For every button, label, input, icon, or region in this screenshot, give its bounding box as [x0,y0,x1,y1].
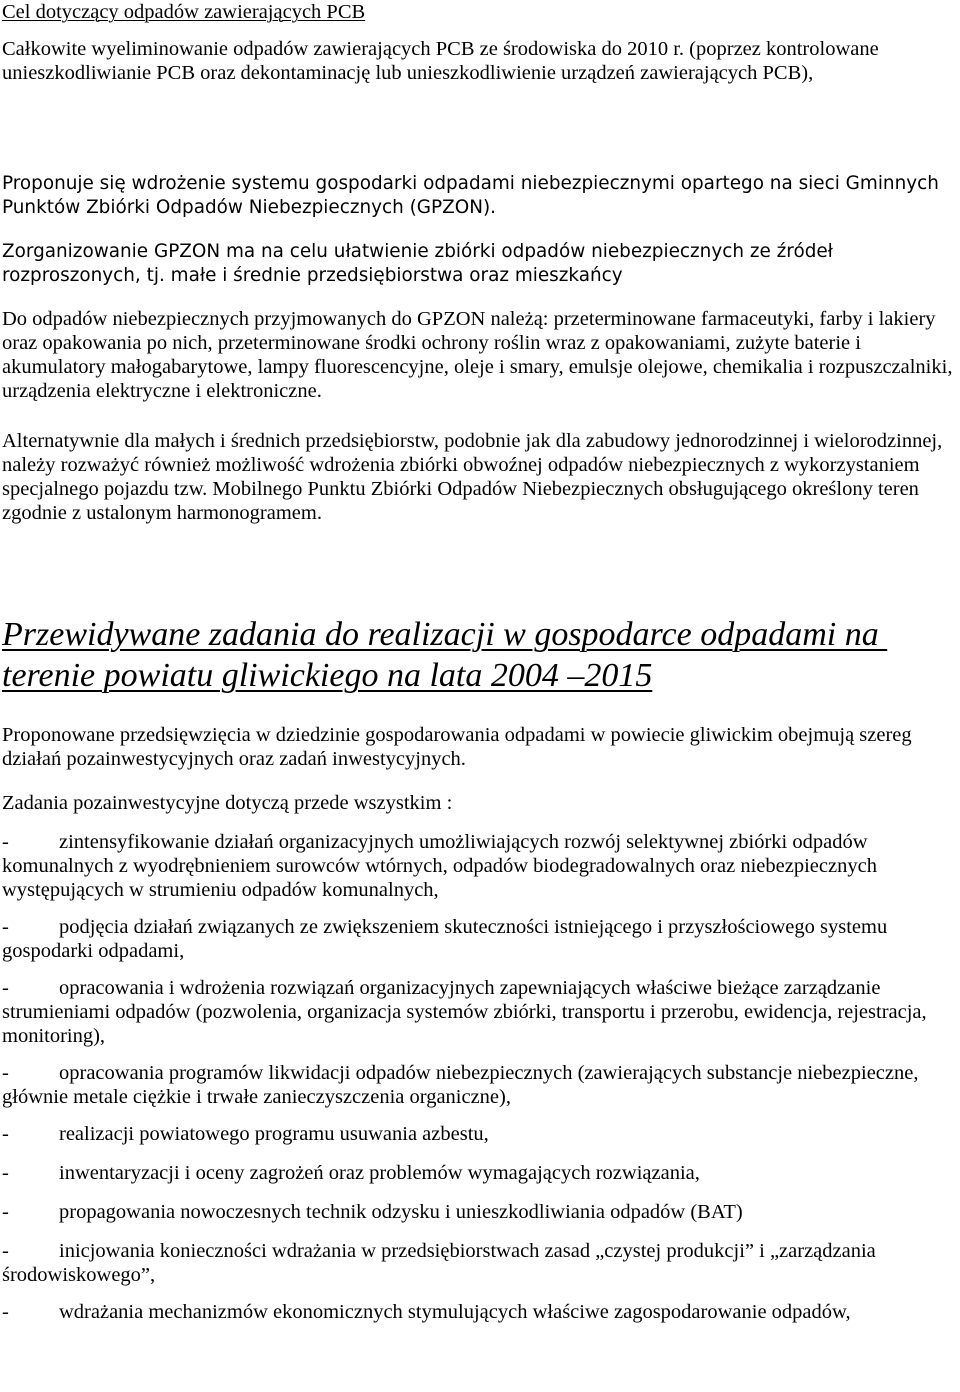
list-item-text: inicjowania konieczności wdrażania w przedsiębiorstwach zasad „czystej produkcji” i „zarządzania środowiskowego”, [2,1240,876,1286]
list-item [2,1122,952,1146]
task-list-intro: Zadania pozainwestycyjne dotyczą przede wszystkim : [2,792,453,814]
gpzon-proposal-paragraph: Proponuje się wdrożenie systemu gospodarki odpadami niebezpiecznymi opartego na sieci Gminnych Punktów Zbiórki Odpadów Niebezpiecznych (GPZON). [2,173,939,218]
list-item-text: zintensyfikowanie działań organizacyjnych umożliwiających rozwój selektywnej zbiórki odpadów komunalnych z wyodrębnieniem surowców wtórnych, odpadów biodegradowalnych oraz niebezpiecznych występujących w strumieniu odpadów komunalnych, [2,831,877,901]
list-item [2,1300,952,1324]
gpzon-purpose-text-continued: małe i średnie przedsiębiorstwa oraz mieszkańcy [170,265,623,286]
list-dash: - [2,1062,9,1084]
list-item-text: opracowania i wdrożenia rozwiązań organizacyjnych zapewniających właściwe bieżące zarządzanie strumieniami odpadów (pozwolenia, organizacja systemów zbiórki, transportu i przerobu, ewidencja, rejestracja, monitoring), [2,977,927,1047]
list-item [2,915,952,963]
list-dash: - [2,977,9,999]
list-item [2,1239,952,1287]
list-item-text: propagowania nowoczesnych technik odzysku i unieszkodliwiania odpadów (BAT) [59,1201,743,1223]
list-dash: - [2,1123,9,1145]
list-dash: - [2,1240,9,1262]
gpzon-alternative-paragraph: Alternatywnie dla małych i średnich przedsiębiorstw, podobnie jak dla zabudowy jednorodzinnej i wielorodzinnej, należy rozważyć również możliwość wdrożenia zbiórki obwoźnej odpadów niebezpiecznych z wykorzystaniem specjalnego pojazdu tzw. Mobilnego Punktu Zbiórki Odpadów Niebezpiecznych obsługującego określony teren zgodnie z ustalonym harmonogramem. [2,430,943,524]
gpzon-purpose-paragraph [2,240,952,288]
list-item-text: podjęcia działań związanych ze zwiększeniem skuteczności istniejącego i przyszłościowego systemu gospodarki odpadami, [2,916,888,962]
list-item-text: realizacji powiatowego programu usuwania azbestu, [59,1123,489,1145]
list-item-text: wdrażania mechanizmów ekonomicznych stymulujących właściwe zagospodarowanie odpadów, [59,1301,851,1323]
pcb-goal-paragraph: Całkowite wyeliminowanie odpadów zawierających PCB ze środowiska do 2010 r. (poprzez kontrolowane unieszkodliwianie PCB oraz dekontaminację lub unieszkodliwienie urządzeń zawierających PCB), [2,38,879,84]
list-item-text: opracowania programów likwidacji odpadów niebezpiecznych (zawierających substancje niebezpieczne, głównie metale ciężkie i trwałe zanieczyszczenia organiczne), [2,1062,919,1108]
list-dash: - [2,831,9,853]
list-item [2,1200,952,1224]
list-item-text: inwentaryzacji i oceny zagrożeń oraz problemów wymagających rozwiązania, [59,1162,700,1184]
pcb-title: Cel dotyczący odpadów zawierających PCB [2,1,366,23]
list-item [2,1061,952,1109]
list-dash: - [2,1162,9,1184]
gpzon-purpose-text: Zorganizowanie GPZON ma na celu ułatwienie zbiórki odpadów niebezpiecznych ze źródeł rozproszonych, tj. [2,241,833,286]
list-item [2,976,952,1048]
list-item [2,1161,952,1185]
section-heading [2,614,952,696]
list-item [2,830,952,902]
section-heading-line: terenie powiatu gliwickiego na lata 2004 –2015 [2,657,653,694]
task-list [2,830,952,1324]
list-dash: - [2,916,9,938]
section-heading-line: Przewidywane zadania do realizacji w gospodarce odpadami na [2,616,888,653]
section-intro-paragraph: Proponowane przedsięwzięcia w dziedzinie gospodarowania odpadami w powiecie gliwickim obejmują szereg działań pozainwestycyjnych oraz zadań inwestycyjnych. [2,724,912,770]
gpzon-accepted-waste-paragraph: Do odpadów niebezpiecznych przyjmowanych do GPZON należą: przeterminowane farmaceutyki, farby i lakiery oraz opakowania po nich, przeterminowane środki ochrony roślin wraz z opakowaniami, zużyte baterie i akumulatory małogabarytowe, lampy fluorescencyjne, oleje i smary, emulsje olejowe, chemikalia i rozpuszczalniki, urządzenia elektryczne i elektroniczne. [2,308,953,402]
list-dash: - [2,1301,9,1323]
list-dash: - [2,1201,9,1223]
